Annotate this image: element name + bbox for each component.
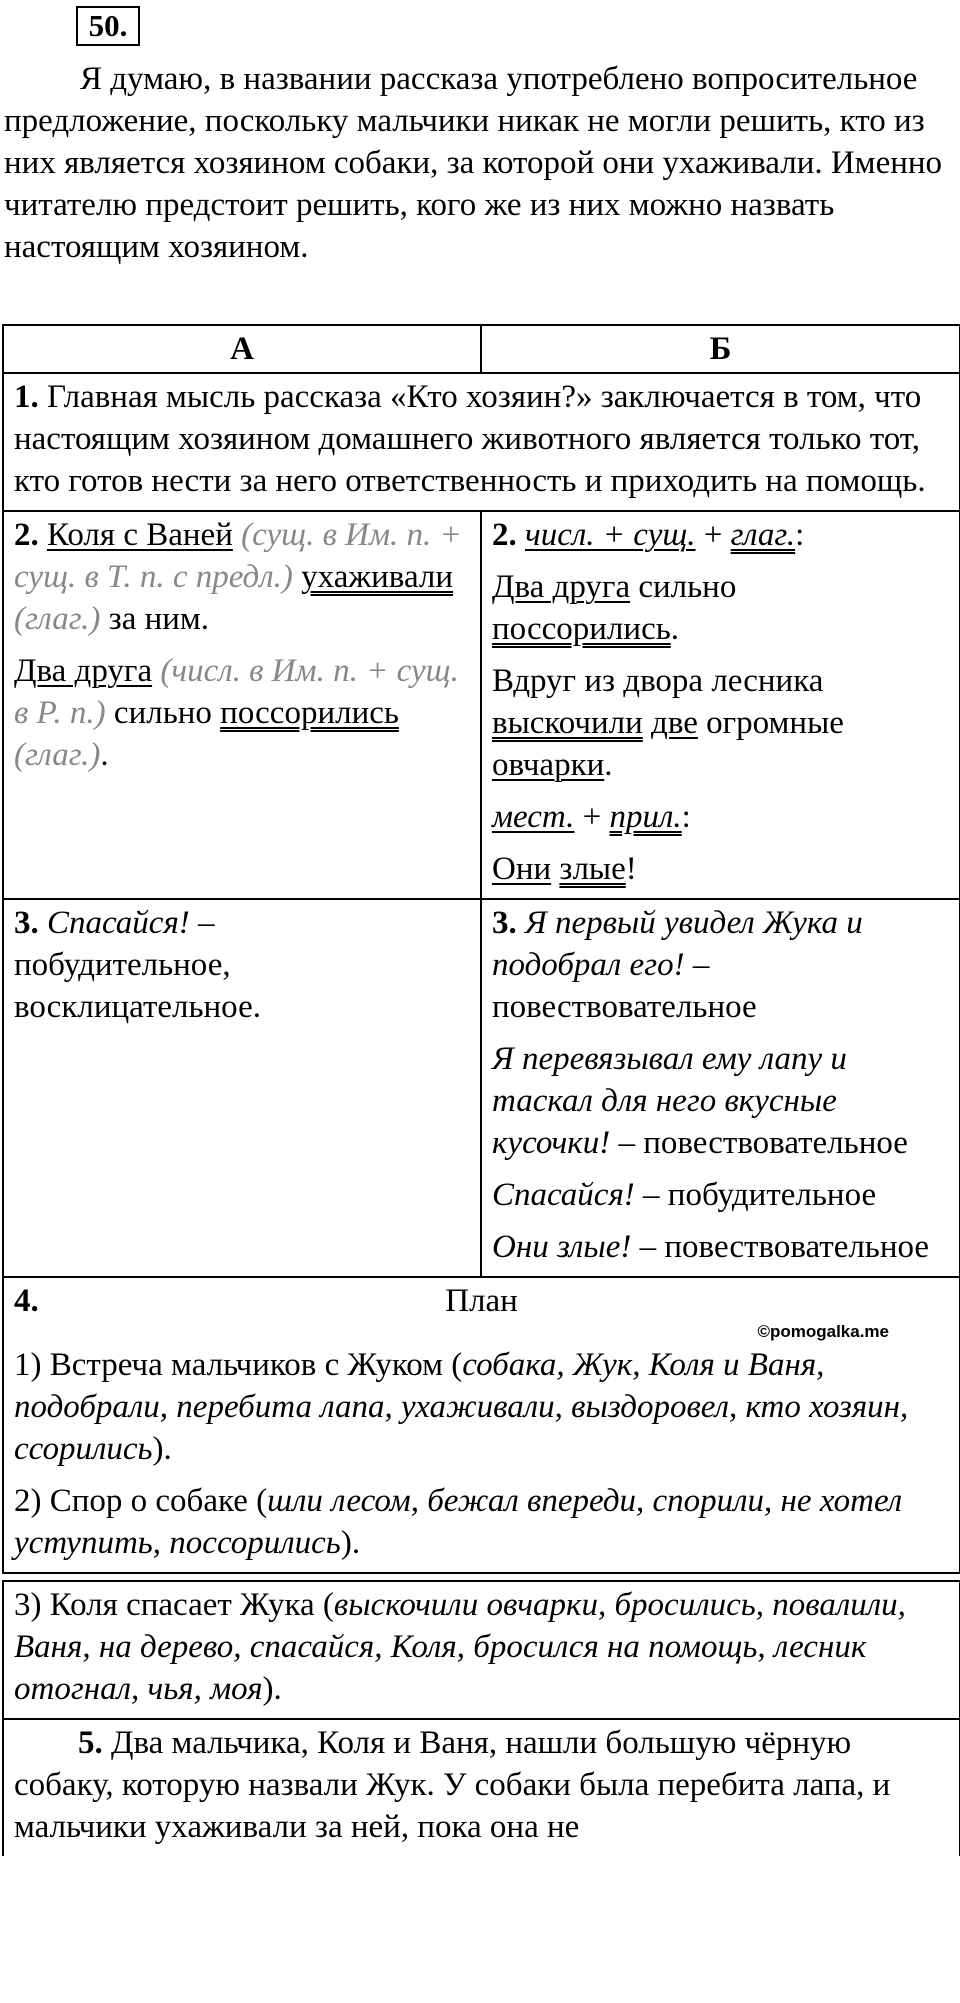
sentence-text: . [670,611,680,647]
subject-word: Коля с Ваней [47,517,233,553]
retelling-text: Два мальчика, Коля и Ваня, нашли большую чёрную собаку, которую назвали Жук. У собаки была перебита лапа, и мальчики ухаживали за ней, пока она не [14,1725,891,1845]
sentence-text: огромные [706,705,844,741]
subject-word: овчарки [492,747,605,783]
scheme-predicate: глаг. [730,517,796,553]
scheme-plus: + [703,517,723,553]
column-header-a: А [3,325,481,373]
predicate-word: ухаживали [301,559,454,595]
sentence-text: за ним. [108,601,210,637]
example-sentence: Спасайся! [47,905,190,941]
table-row [3,373,960,511]
example-sentence: Я перевязывал ему лапу и таскал для него вкусные кусочки! [492,1041,847,1161]
task-number: 4. [14,1283,39,1319]
column-header-b: Б [481,325,960,373]
predicate-word: поссорились [220,695,399,731]
subject-word: две [651,705,698,741]
task-number: 1. [14,379,39,415]
subject-word: Два друга [492,569,631,605]
task-5-cell [3,1719,960,1856]
example-sentence: Они злые! [492,1229,632,1265]
task-number: 5. [78,1725,103,1761]
scheme-subject: мест. [492,799,575,835]
sentence-type: побудительное, восклицательное. [14,947,261,1025]
answer-table [2,324,960,1856]
sentence-text: сильно [113,695,212,731]
sentence-type: – повествовательное [618,1125,908,1161]
task-2-cell-a [3,511,481,899]
main-idea-text: Главная мысль рассказа «Кто хозяин?» заключается в том, что настоящим хозяином домашнего животного является только тот, кто готов нести за него ответственность и приходить на помощь. [14,379,926,499]
sentence-text: сильно [638,569,737,605]
scheme-colon: : [795,517,805,553]
plan-keywords: выскочили овчарки, бросились, повалили, Ваня, на дерево, спасайся, Коля, бросился на помощь, лесник отогнал, чья, моя [14,1587,906,1707]
plan-item: 3) Коля спасает Жука (выскочили овчарки, бросились, повалили, Ваня, на дерево, спасайся, Коля, бросился на помощь, лесник отогнал, чья, моя). [14,1587,906,1707]
task-number: 3. [14,905,39,941]
task-number: 2. [492,517,517,553]
sentence-type: – повествовательное [639,1229,930,1265]
table-header-row [3,325,960,373]
predicate-word: выскочили [492,705,643,741]
predicate-word: злые [559,851,626,887]
task-number: 3. [492,905,517,941]
sentence-dash: – [198,905,215,941]
sentence-text: Вдруг из двора лесника [492,663,824,699]
table-row [3,1581,960,1719]
plan-item: 1) Встреча мальчиков с Жуком (собака, Жук, Коля и Ваня, подобрали, перебита лапа, ухаживали, выздоровел, кто хозяин, ссорились). [14,1347,909,1467]
scheme-predicate: прил. [609,799,682,835]
grammar-note: (сущ. в Им. п. + сущ. в Т. п. с предл.) [14,517,462,595]
watermark: ©pomogalka.me [757,1322,889,1341]
predicate-word: поссорились [492,611,671,647]
subject-word: Два друга [14,653,153,689]
table-gap [3,1573,960,1581]
sentence-text: . [604,747,613,783]
table-row [3,1277,960,1573]
subject-word: Они [492,851,552,887]
task-number: 2. [14,517,39,553]
task-4-continuation-cell [3,1581,960,1719]
grammar-note: (числ. в Им. п. + сущ. в Р. п.) [14,653,459,731]
example-sentence: Спасайся! [492,1177,635,1213]
task-3-cell-a [3,899,481,1277]
scheme-colon: : [681,799,691,835]
task-2-cell-b [481,511,960,899]
scheme-subject: числ. + сущ. [525,517,696,553]
task-1-cell [3,373,960,511]
plan-item: 2) Спор о собаке (шли лесом, бежал впереди, спорили, не хотел уступить, поссорились). [14,1483,903,1561]
grammar-note: (глаг.) [14,601,101,637]
example-sentence: Я первый увидел Жука и подобрал его! [492,905,863,983]
table-row [3,1719,960,1856]
task-3-cell-b [481,899,960,1277]
grammar-note: (глаг.) [14,737,101,773]
plan-keywords: собака, Жук, Коля и Ваня, подобрали, перебита лапа, ухаживали, выздоровел, кто хозяин, ссорились [14,1347,909,1467]
exercise-number: 50. [76,6,140,46]
task-4-cell [3,1277,960,1573]
sentence-text: ! [625,851,637,887]
scheme-plus: + [582,799,602,835]
table-row [3,899,960,1277]
sentence-type: – побудительное [643,1177,877,1213]
sentence-type: – повествовательное [492,947,757,1025]
plan-keywords: шли лесом, бежал впереди, спорили, не хотел уступить, поссорились [14,1483,903,1561]
sentence-text: . [100,737,109,773]
plan-title: План [445,1283,518,1319]
intro-paragraph: Я думаю, в названии рассказа употреблено вопросительное предложение, поскольку мальчики никак не могли решить, кто из них является хозяином собаки, за которой они ухаживали. Именно читателю предстоит решить, кого же из них можно назвать настоящим хозяином. [4,61,943,265]
table-row [3,511,960,899]
